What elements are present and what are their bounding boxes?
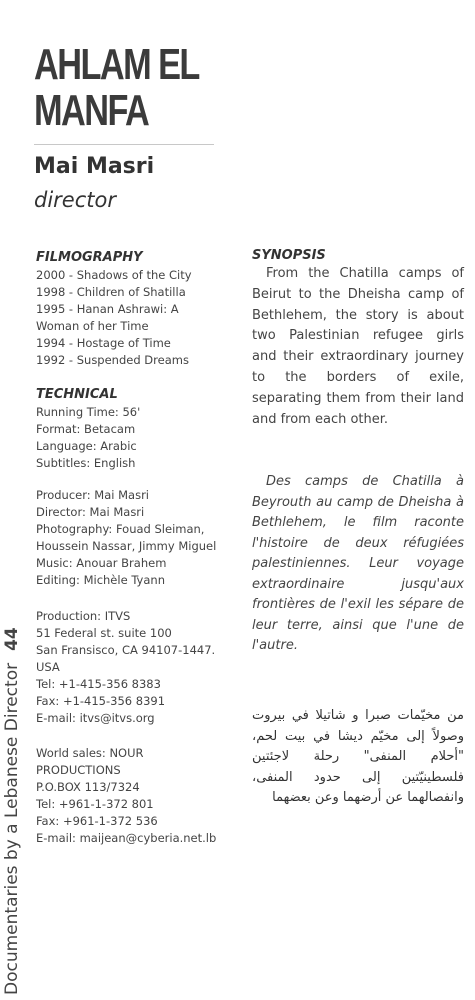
synopsis-english	[252, 264, 464, 430]
filmography-line: Woman of her Time	[36, 319, 149, 333]
technical-heading: TECHNICAL	[36, 387, 118, 402]
world-sales-line: World sales: NOUR	[36, 746, 144, 760]
sidebar-text: Documentaries by a Lebanese Director	[2, 662, 22, 995]
technical-line: Language: Arabic	[36, 439, 137, 453]
credits-list	[36, 487, 216, 589]
filmography-line: 1994 - Hostage of Time	[36, 336, 171, 350]
synopsis-french-text: Des camps de Chatilla à Beyrouth au camp de Dheisha à Bethlehem, le film raconte l'histoire de deux réfugiées palestiniennes. Leur voyage extraordinaire jusqu'aux frontières de l'exil les sépare de leur terre, ainsi que l'une de l'autre.	[252, 474, 464, 653]
director-name: Mai Masri	[34, 154, 155, 179]
filmography-line: 1992 - Suspended Dreams	[36, 353, 189, 367]
technical-line: Subtitles: English	[36, 456, 136, 470]
sidebar-caption	[2, 627, 22, 995]
credit-line: Producer: Mai Masri	[36, 488, 149, 502]
production-contact	[36, 608, 215, 727]
world-sales-line: PRODUCTIONS	[36, 763, 121, 777]
world-sales-line: E-mail: maijean@cyberia.net.lb	[36, 831, 217, 845]
synopsis-heading: SYNOPSIS	[252, 248, 326, 263]
world-sales-line: Fax: +961-1-372 536	[36, 814, 158, 828]
filmography-heading: FILMOGRAPHY	[36, 250, 143, 265]
director-role: director	[34, 188, 116, 212]
credit-line: Music: Anouar Brahem	[36, 556, 167, 570]
world-sales-line: P.O.BOX 113/7324	[36, 780, 140, 794]
production-line: USA	[36, 660, 60, 674]
filmography-line: 1995 - Hanan Ashrawi: A	[36, 302, 179, 316]
world-sales-contact	[36, 745, 216, 847]
technical-list	[36, 404, 140, 472]
production-line: E-mail: itvs@itvs.org	[36, 711, 155, 725]
production-line: Tel: +1-415-356 8383	[36, 677, 161, 691]
credit-line: Photography: Fouad Sleiman,	[36, 522, 205, 536]
synopsis-english-text: From the Chatilla camps of Beirut to the Dheisha camp of Bethlehem, the story is about two Palestinian refugee girls and their extraordinary journey to the borders of exile, separating them from their land and from each other.	[252, 266, 464, 427]
title-divider	[34, 144, 214, 145]
production-line: Production: ITVS	[36, 609, 131, 623]
technical-line: Running Time: 56'	[36, 405, 141, 419]
film-title-line-2: MANFA	[34, 86, 149, 135]
credit-line: Director: Mai Masri	[36, 505, 145, 519]
filmography-line: 1998 - Children of Shatilla	[36, 285, 186, 299]
production-line: San Fransisco, CA 94107-1447.	[36, 643, 216, 657]
filmography-list	[36, 267, 192, 369]
page-number: 44	[2, 627, 22, 651]
technical-line: Format: Betacam	[36, 422, 136, 436]
film-title	[34, 42, 199, 134]
world-sales-line: Tel: +961-1-372 801	[36, 797, 154, 811]
film-title-line-1: AHLAM EL	[34, 40, 199, 89]
credit-line: Houssein Nassar, Jimmy Miguel	[36, 539, 217, 553]
production-line: 51 Federal st. suite 100	[36, 626, 172, 640]
credit-line: Editing: Michèle Tyann	[36, 573, 165, 587]
filmography-line: 2000 - Shadows of the City	[36, 268, 192, 282]
synopsis-arabic: من مخيّمات صبرا و شاتيلا في بيروت وصولاً إلى مخيّم ديشا في بيت لحم، "أحلام المنفى" رحلة لاجئتين فلسطينيّتين إلى حدود المنفى، وانفصالهما عن أرضهما وعن بعضهما	[252, 708, 464, 805]
production-line: Fax: +1-415-356 8391	[36, 694, 166, 708]
synopsis-french	[252, 472, 464, 657]
